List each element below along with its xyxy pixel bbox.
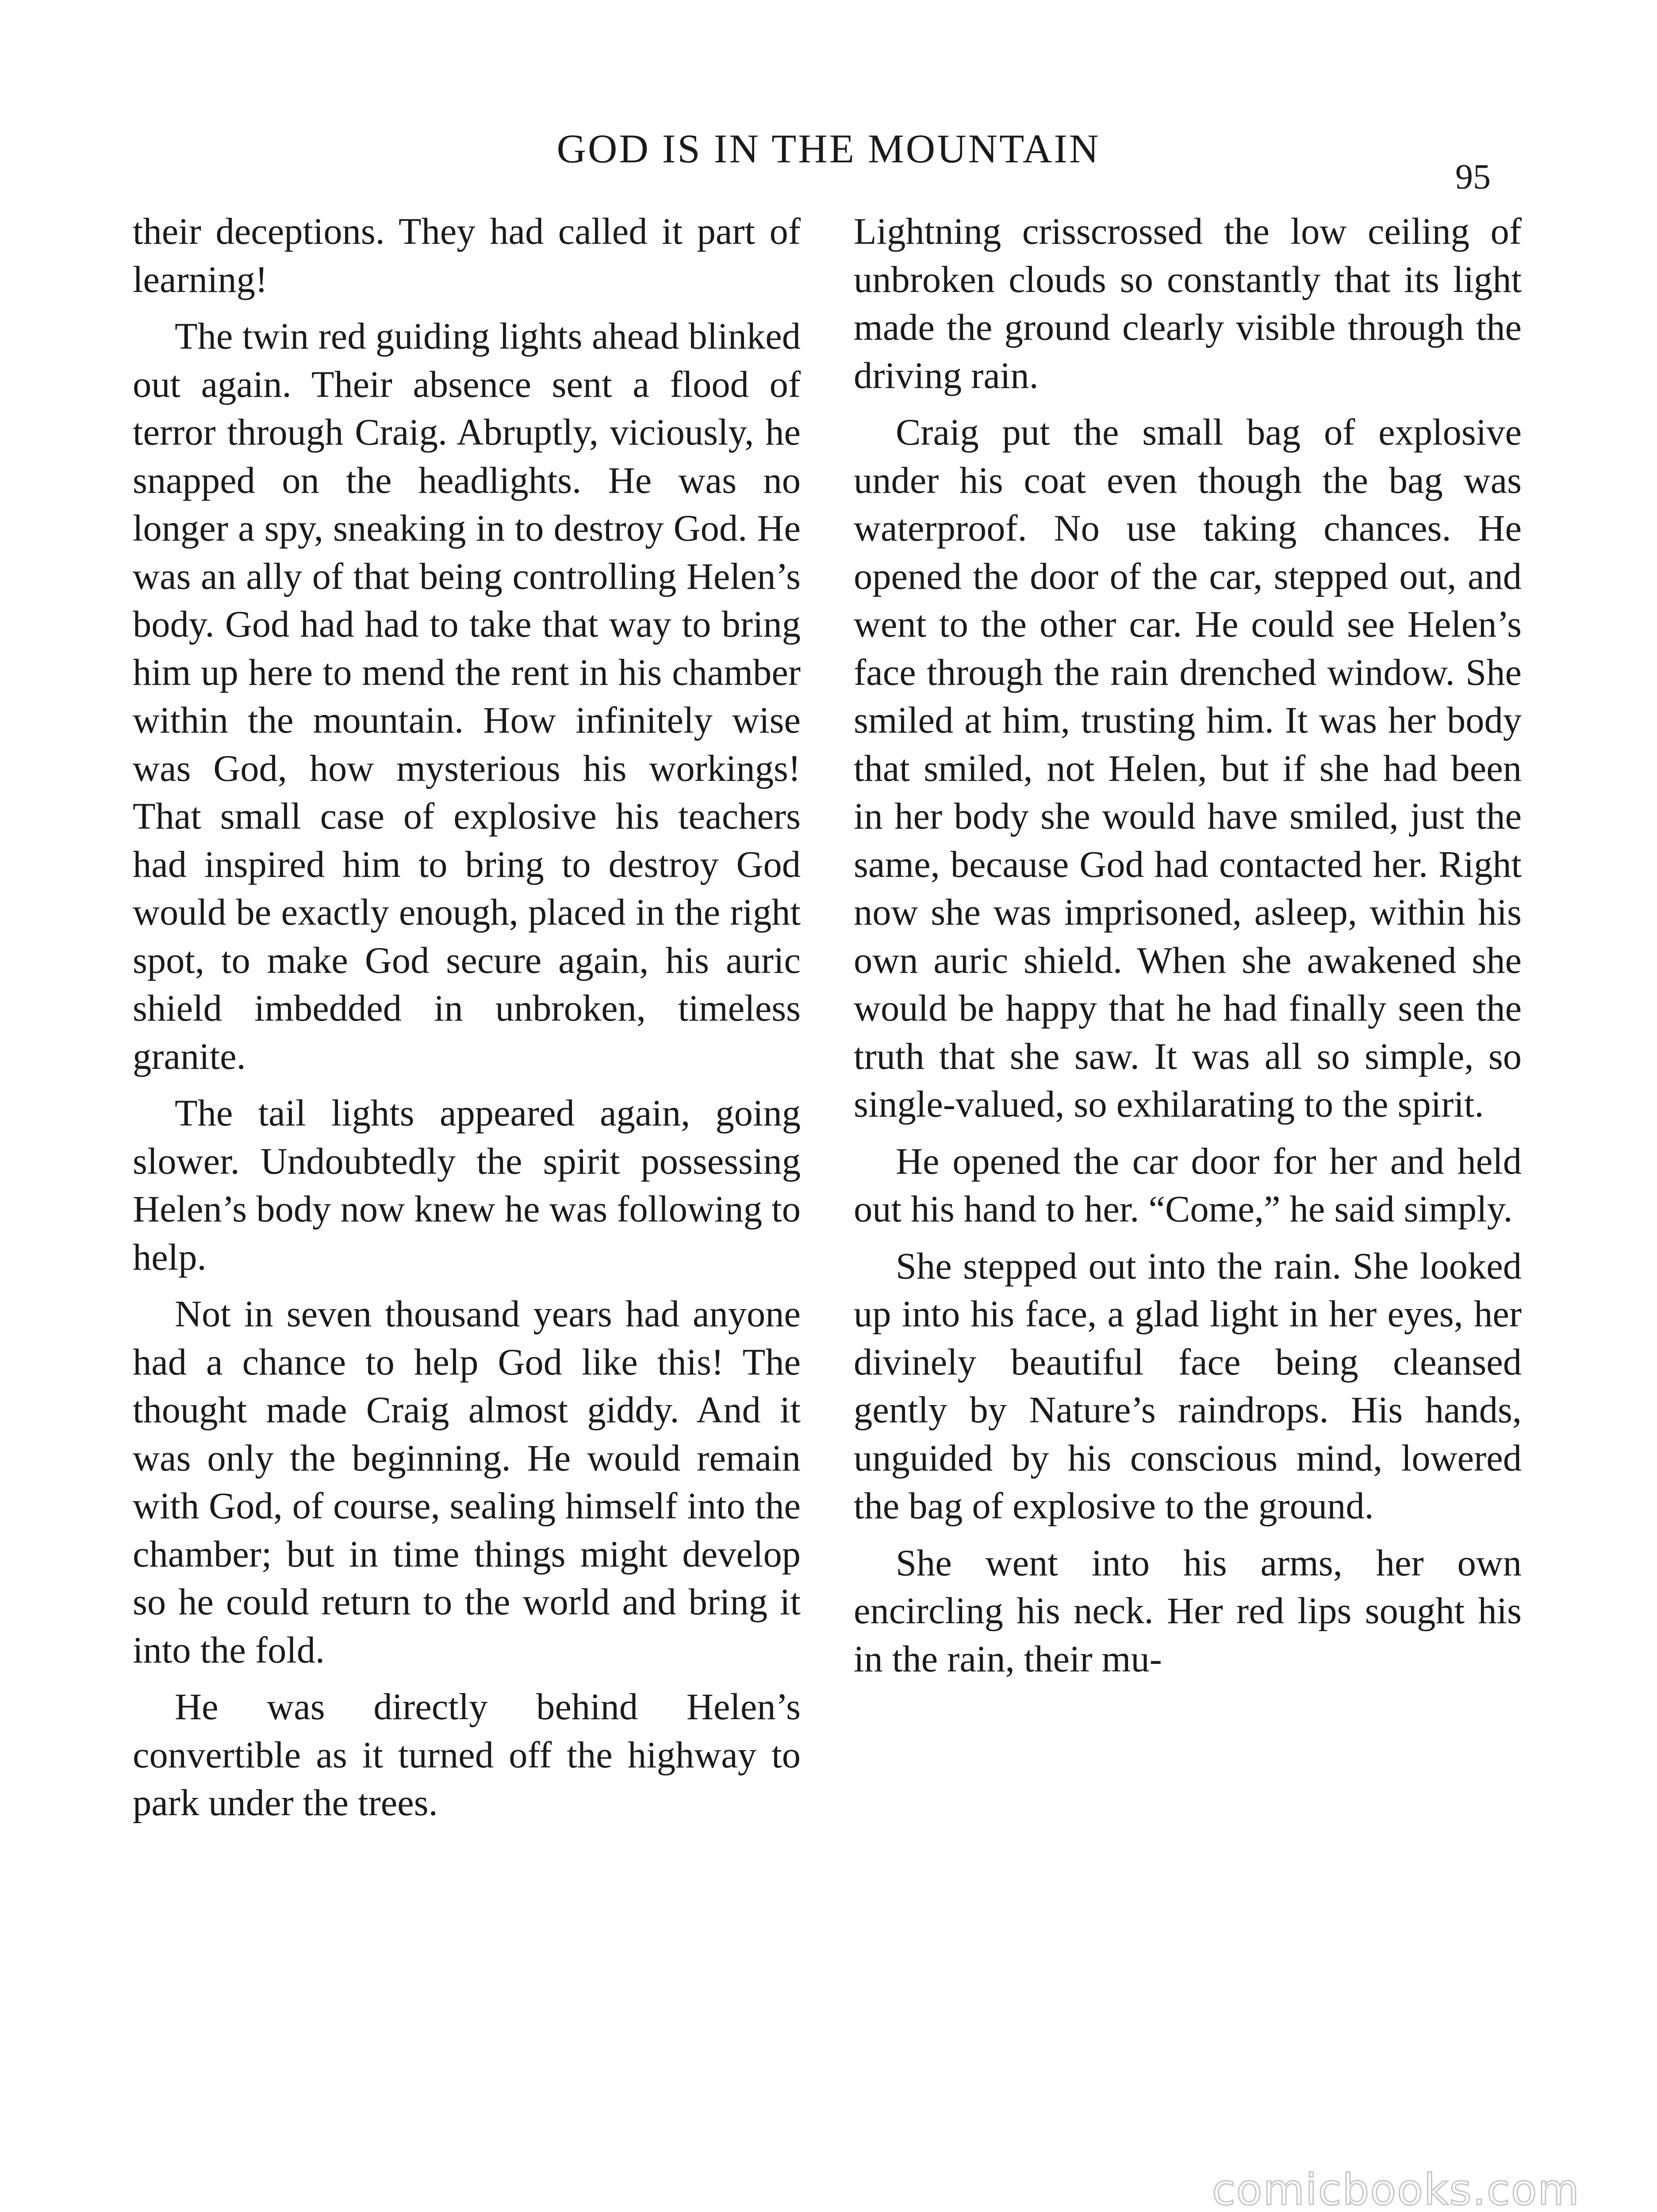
paragraph: He was directly behind Helen’s convertible as it turned off the highway to park under the trees.: [133, 1686, 801, 1824]
paragraph: Lightning crisscrossed the low ceiling of unbroken clouds so constantly that its light made the ground clearly visible through the driving rain.: [854, 211, 1522, 396]
running-head-title: GOD IS IN THE MOUNTAIN: [556, 126, 1101, 171]
left-column: [133, 208, 801, 1836]
right-column: [854, 208, 1522, 1692]
watermark: comicbooks.com: [1212, 2165, 1580, 2212]
paragraph: their deceptions. They had called it part of learning!: [133, 211, 801, 300]
paragraph: She went into his arms, her own encircling his neck. Her red lips sought his in the rain, their mu-: [854, 1542, 1522, 1680]
paragraph: She stepped out into the rain. She looked up into his face, a glad light in her eyes, her divinely beautiful face being cleansed gently by Nature’s raindrops. His hands, unguided by his conscious mind, lowered the bag of explosive to the ground.: [854, 1245, 1522, 1527]
paragraph: The tail lights appeared again, going slower. Undoubtedly the spirit possessing Helen’s body now knew he was following to help.: [133, 1093, 801, 1278]
paragraph: The twin red guiding lights ahead blinked out again. Their absence sent a flood of terror through Craig. Abruptly, viciously, he snapped on the headlights. He was no longer a spy, sneaking in to destroy God. He was an ally of that being controlling Helen’s body. God had had to take that way to bring him up here to mend the rent in his chamber within the mountain. How infinitely wise was God, how mysterious his workings! That small case of explosive his teachers had inspired him to bring to destroy God would be exactly enough, placed in the right spot, to make God secure again, his auric shield imbedded in unbroken, timeless granite.: [133, 316, 801, 1077]
paragraph: Not in seven thousand years had anyone had a chance to help God like this! The thought made Craig almost giddy. And it was only the beginning. He would remain with God, of course, sealing himself into the chamber; but in time things might develop so he could return to the world and bring it into the fold.: [133, 1294, 801, 1671]
paragraph: Craig put the small bag of explosive under his coat even though the bag was waterproof. No use taking chances. He opened the door of the car, stepped out, and went to the other car. He could see Helen’s face through the rain drenched window. She smiled at him, trusting him. It was her body that smiled, not Helen, but if she had been in her body she would have smiled, just the same, because God had contacted her. Right now she was imprisoned, asleep, within his own auric shield. When she awakened she would be happy that he had finally seen the truth that she saw. It was all so simple, so single-valued, so exhilarating to the spirit.: [854, 412, 1522, 1125]
paragraph: He opened the car door for her and held out his hand to her. “Come,” he said simply.: [854, 1141, 1522, 1230]
page-number: 95: [1455, 157, 1491, 196]
